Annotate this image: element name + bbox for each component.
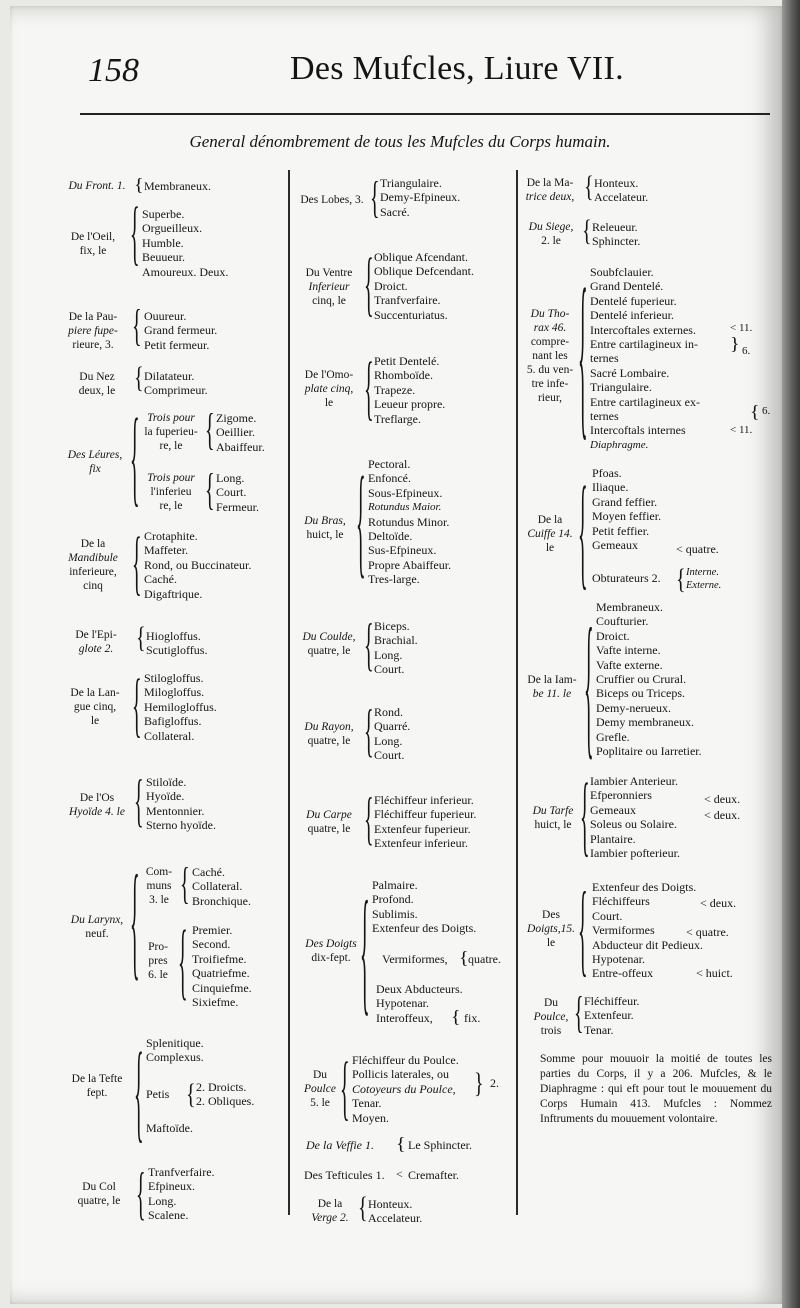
sub-label: Com- muns 3. le	[145, 866, 173, 906]
book-gutter	[782, 0, 800, 1308]
brace: {	[364, 700, 374, 764]
group-label: De la Iam- be 11. le	[527, 674, 577, 700]
brace: {	[180, 860, 190, 910]
muscle-list: Pectoral. Enfoncé. Sous-Efpineux. Rotundus Maior. Rotundus Minor. Deltoïde. Sus-Efpineux. Propre Abaiffeur. Tres-large.	[368, 457, 452, 587]
brace: {	[578, 465, 588, 605]
muscle-list: Long. Court. Fermeur.	[216, 471, 259, 514]
brace: {	[134, 770, 144, 834]
muscle-item: Obturateurs 2.	[592, 571, 661, 585]
count-note: quatre.	[685, 542, 719, 556]
group-label: De la Ma- trice deux,	[525, 177, 575, 203]
group-label: Du Ventre Inferieur cinq, le	[305, 267, 353, 307]
brace: {	[364, 246, 374, 326]
column-divider-2	[516, 170, 518, 1215]
muscle-list: Caché. Collateral. Bronchique.	[192, 865, 251, 908]
muscle-list: Iambier Anterieur. Efperonniers Gemeaux Soleus ou Solaire. Plantaire. Iambier pofterieur.	[590, 774, 680, 861]
muscle-list: Oblique Afcendant. Oblique Defcendant. Droict. Tranfverfaire. Succenturiatus.	[374, 250, 474, 322]
brace: {	[205, 406, 215, 456]
count-note: 11.	[738, 424, 753, 436]
muscle-list: Palmaire. Profond. Sublimis. Extenfeur des Doigts.	[372, 878, 477, 936]
group-label: Du Siege, 2. le	[528, 221, 574, 247]
group-label: De la Verge 2.	[311, 1198, 349, 1224]
brace: {	[132, 302, 142, 352]
muscle-list: Fléchiffeur du Poulce. Pollicis laterales, ou Cotoyeurs du Poulce, Tenar. Moyen.	[352, 1053, 459, 1125]
brace: {	[364, 614, 374, 678]
muscle-item: Interoffeux,	[376, 1011, 433, 1025]
group-label: De l'Omo- plate cinq, le	[304, 369, 354, 409]
muscle-list: Triangulaire. Demy-Efpineux. Sacré.	[380, 176, 461, 219]
muscle-item: Cremafter.	[408, 1168, 459, 1182]
group-label: Du Poulce, trois	[533, 997, 569, 1037]
brace: {	[364, 788, 374, 852]
brace: {	[136, 1163, 146, 1227]
brace: {	[459, 948, 469, 968]
group-label: De l'Os Hyoïde 4. le	[69, 792, 125, 818]
group-label: Du Tho- rax 46. compre- nant les 5. du ven- tre infe- rieur,	[526, 308, 574, 404]
count-note: Interne.	[686, 567, 719, 578]
brace: {	[750, 402, 760, 422]
muscle-list: Pfoas. Iliaque. Grand feffier. Moyen feffier. Petit feffier. Gemeaux	[592, 466, 662, 553]
running-title: Des Mufcles, Liure VII.	[290, 50, 624, 87]
brace: {	[578, 874, 588, 990]
muscle-list: Premier. Second. Troifiefme. Quatriefme. Cinquiefme. Sixiefme.	[192, 923, 252, 1010]
count-note: deux.	[713, 808, 741, 822]
muscle-list: Membraneux. Coufturier. Droict. Vafte interne. Vafte externe. Cruffier ou Crural. Biceps ou Triceps. Demy-nerueux. Demy membraneux. Grefle. Poplitaire ou Iarretier.	[596, 600, 702, 759]
muscle-list: Membraneux.	[144, 179, 211, 193]
muscle-list: Splenitique. Complexus.	[146, 1036, 204, 1065]
group-label: Du Nez deux, le	[78, 371, 116, 397]
group-label: Du Poulce 5. le	[304, 1069, 336, 1109]
brace: {	[578, 258, 588, 462]
brace: {	[364, 350, 374, 430]
group-label: Du Col quatre, le	[77, 1181, 121, 1207]
brace: {	[580, 768, 590, 868]
group-label: De l'Epi- glote 2.	[75, 629, 117, 655]
brace: {	[130, 854, 140, 996]
brace: {	[134, 1034, 144, 1156]
brace: {	[360, 878, 370, 1032]
count-note: 6.	[762, 405, 771, 417]
muscle-list: Deux Abducteurs. Hypotenar.	[376, 982, 463, 1011]
brace: {	[178, 915, 188, 1011]
muscle-list: Soubfclauier. Grand Dentelé. Dentelé fuperieur. Dentelé inferieur. Intercoftales externes. Entre cartilagineux in- ternes Sacré Lombaire. Triangulaire. Entre cartilagineux ex- ternes Intercoftals internes Diaphragme.	[590, 265, 700, 451]
muscle-list: Releueur. Sphincter.	[592, 220, 641, 249]
muscle-list: Extenfeur des Doigts. Fléchiffeurs Court. Vermiformes Abducteur dit Pedieux. Hypotenar. Entre-offeux	[592, 880, 703, 981]
group-label: Du Tarfe huict, le	[532, 805, 574, 831]
brace: {	[132, 525, 142, 605]
header-rule	[80, 113, 770, 115]
muscle-list: Stiloïde. Hyoïde. Mentonnier. Sterno hyoïde.	[146, 775, 216, 833]
muscle-list: Fléchiffeur inferieur. Fléchiffeur fuperieur. Extenfeur fuperieur. Extenfeur inferieur.	[374, 793, 477, 851]
group-label: Des Léures, fix	[67, 449, 123, 475]
group-label: De la Lan- gue cinq, le	[70, 687, 120, 727]
group-label: De la Pau- piere fupe- rieure, 3.	[68, 311, 118, 351]
count-note: 11.	[738, 322, 753, 334]
count-note: quatre.	[695, 925, 729, 939]
count-note: 2.	[490, 1076, 499, 1090]
brace: {	[584, 602, 594, 778]
group-label: De la Veffie 1.	[306, 1138, 374, 1152]
count-note: quatre.	[468, 952, 501, 966]
count-note: Externe.	[686, 580, 722, 591]
brace: {	[205, 466, 215, 516]
muscle-list: Maftoïde.	[146, 1121, 193, 1135]
group-label: Des Doigts dix-fept.	[305, 938, 357, 964]
muscle-list: Fléchiffeur. Extenfeur. Tenar.	[584, 994, 640, 1037]
brace: {	[132, 667, 142, 747]
count-note: fix.	[464, 1011, 481, 1025]
brace: {	[134, 175, 144, 195]
group-label: Du Carpe quatre, le	[306, 809, 352, 835]
muscle-item: Le Sphincter.	[408, 1138, 472, 1152]
muscle-list: Zigome. Oeillier. Abaiffeur.	[216, 411, 265, 454]
count-note: deux.	[713, 792, 741, 806]
brace: {	[584, 170, 594, 204]
muscle-list: Honteux. Accelateur.	[368, 1197, 423, 1226]
brace: <	[396, 1167, 403, 1181]
summary-paragraph: Somme pour mouuoir la moitié de toutes les parties du Corps, il y a 206. Mufcles, & le Diaphragme : qui eft pour tout le mouuement du Corps Humain 413. Mufcles : Nommez Inftruments du mouuement volontaire.	[540, 1053, 772, 1125]
page-number: 158	[88, 52, 139, 89]
sub-label: Petis	[146, 1087, 170, 1101]
brace: {	[582, 214, 592, 248]
muscle-item: Vermiformes,	[382, 952, 448, 966]
brace: {	[370, 174, 380, 224]
group-label: De la Tefte fept.	[71, 1073, 123, 1099]
count-note: 6.	[742, 345, 751, 357]
muscle-list: Biceps. Brachial. Long. Court.	[374, 619, 418, 677]
count-note: huict.	[705, 966, 733, 980]
muscle-list: Petit Dentelé. Rhomboïde. Trapeze. Leueur propre. Treflarge.	[374, 354, 446, 426]
group-label: Des Doigts,15. le	[527, 909, 575, 949]
sub-label: Trois pour la fuperieu- re, le	[144, 412, 198, 452]
count-note: deux.	[709, 896, 737, 910]
brace: {	[451, 1007, 461, 1027]
muscle-list: Rond. Quarré. Long. Court.	[374, 705, 411, 763]
brace: {	[358, 1191, 368, 1225]
brace: }	[474, 1068, 484, 1100]
muscle-list: Superbe. Orgueilleux. Humble. Beuueur. Amoureux. Deux.	[142, 207, 229, 279]
brace: }	[730, 334, 740, 354]
group-label: Du Rayon, quatre, le	[304, 721, 354, 747]
group-label: Du Coulde, quatre, le	[302, 631, 356, 657]
column-divider-1	[288, 170, 290, 1215]
table-title: General dénombrement de tous les Mufcles du Corps humain.	[189, 132, 611, 151]
muscle-list: Honteux. Accelateur.	[594, 176, 649, 205]
brace: {	[130, 400, 140, 520]
sub-label: Trois pour l'inferieu re, le	[147, 472, 195, 512]
muscle-list: Hiogloffus. Scutigloffus.	[146, 629, 208, 658]
group-label: De l'Oeil, fix, le	[70, 231, 116, 257]
muscle-list: Dilatateur. Comprimeur.	[144, 369, 208, 398]
muscle-list: Crotaphite. Maffeter. Rond, ou Buccinateur. Caché. Digaftrique.	[144, 529, 252, 601]
muscle-list: Ouureur. Grand fermeur. Petit fermeur.	[144, 309, 218, 352]
group-label: Du Larynx, neuf.	[70, 914, 124, 940]
sub-label: Pro- pres 6. le	[148, 941, 168, 981]
group-label: Des Lobes, 3.	[300, 194, 364, 206]
brace: {	[396, 1134, 406, 1154]
brace: {	[130, 195, 140, 275]
brace: {	[136, 621, 146, 655]
brace: {	[676, 564, 686, 596]
muscle-list: Stilogloffus. Milogloffus. Hemilogloffus. Bafigloffus. Collateral.	[144, 671, 217, 743]
muscle-list: 2. Droicts. 2. Obliques.	[196, 1080, 255, 1109]
brace: {	[186, 1079, 196, 1111]
group-label: Du Bras, huict, le	[304, 515, 346, 541]
group-label: Des Tefticules 1.	[304, 1168, 385, 1182]
group-label: De la Cuiffe 14. le	[527, 514, 573, 554]
group-label: De la Mandibule inferieure, cinq	[68, 538, 118, 592]
brace: {	[340, 1050, 350, 1130]
group-label: Du Front. 1.	[68, 180, 126, 192]
muscle-list: Tranfverfaire. Efpineux. Long. Scalene.	[148, 1165, 215, 1223]
brace: {	[134, 361, 144, 395]
brace: {	[574, 989, 584, 1039]
brace: {	[356, 456, 366, 594]
